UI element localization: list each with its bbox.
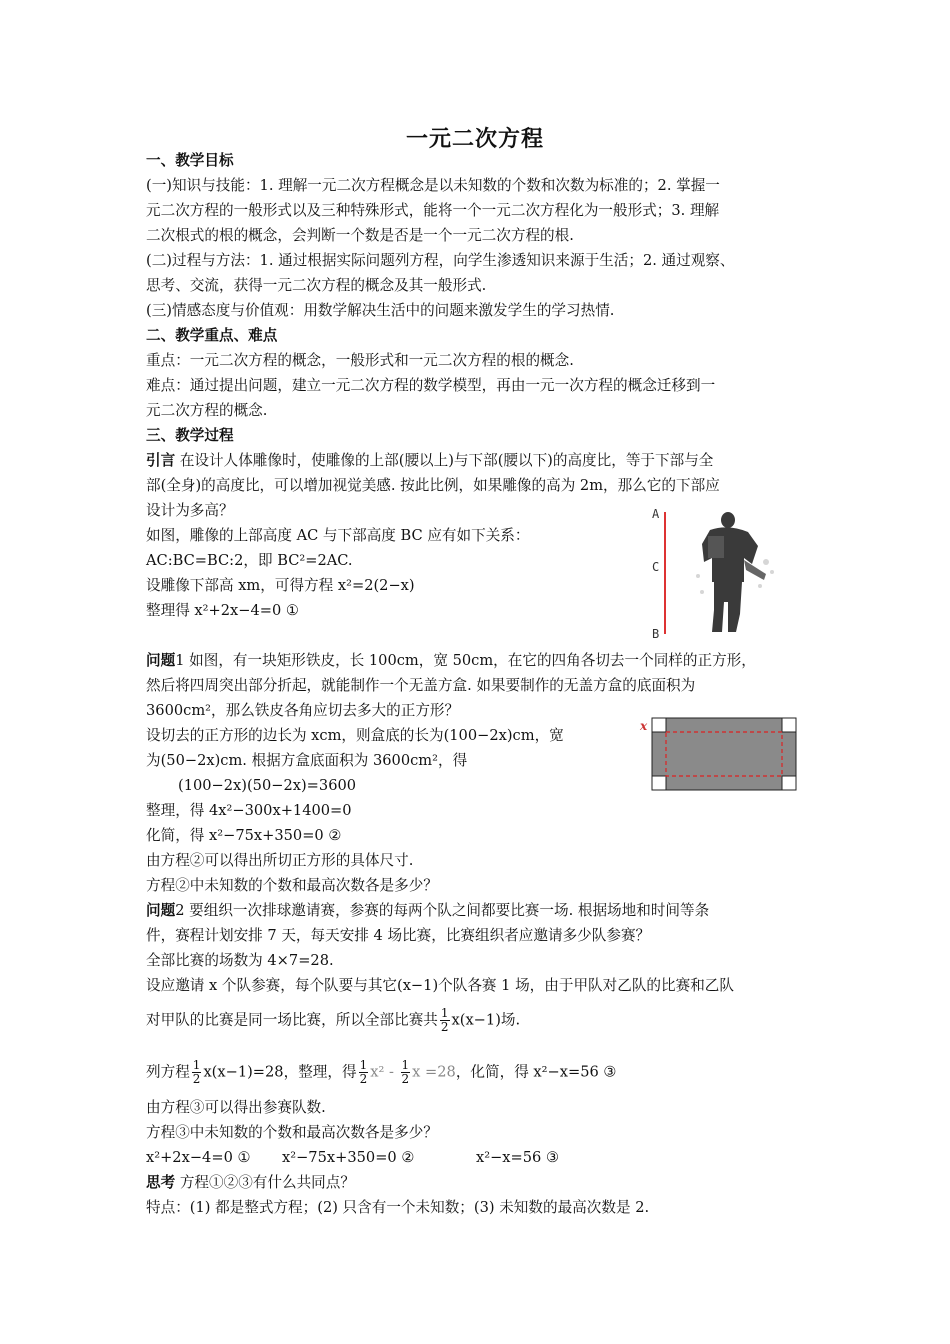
paragraph-line: 重点：一元二次方程的概念，一般形式和一元二次方程的根的概念. [146,352,574,369]
equation-summary: x²−x=56 ③ [476,1149,560,1166]
paragraph-line: 如图，雕像的上部高度 AC 与下部高度 BC 应有如下关系： [146,527,530,544]
fraction-denominator: 2 [401,1072,410,1086]
paragraph-line: 3600cm²，那么铁皮各角应切去多大的正方形？ [146,702,460,719]
paragraph-line: 整理得 x²+2x−4=0 ① [146,602,299,619]
label-a: A [652,507,660,521]
paragraph-line: 思考、交流，获得一元二次方程的概念及其一般形式. [146,277,487,294]
paragraph-line: AC:BC=BC:2，即 BC²=2AC. [146,552,353,569]
keyword-question: 问题 [146,902,176,919]
paragraph-line: 设雕像下部高 xm，可得方程 x²=2(2−x) [146,577,415,594]
paragraph-line: 件，赛程计划安排 7 天，每天安排 4 场比赛，比赛组织者应邀请多少队参赛？ [146,927,651,944]
paragraph-line: 由方程②可以得出所切正方形的具体尺寸. [146,852,414,869]
fraction-denominator: 2 [192,1072,201,1086]
paragraph-line: 设计为多高？ [146,502,234,519]
section-heading-keypoints: 二、教学重点、难点 [146,327,278,344]
text: 1 如图，有一块矩形铁皮，长 100cm，宽 50cm，在它的四角各切去一个同样的正方形， [175,652,756,669]
keyword-intro: 引言 [146,452,176,469]
label-b: B [652,627,660,641]
fraction-half [192,1059,202,1086]
fraction-half [440,1007,450,1034]
section-heading-process: 三、教学过程 [146,427,234,444]
paragraph-line: (一)知识与技能：1. 理解一元二次方程概念是以未知数的个数和次数为标准的；2. 掌握一 [146,177,720,194]
paragraph-line [146,1172,355,1194]
paragraph-line [146,900,709,922]
paragraph-line: 难点：通过提出问题，建立一元二次方程的数学模型，再由一元一次方程的概念迁移到一 [146,377,716,394]
fraction-numerator: 1 [401,1058,410,1072]
keyword-think: 思考 [146,1174,176,1191]
text: 方程①②③有什么共同点？ [175,1174,355,1191]
equation-line: (100−2x)(50−2x)=3600 [178,777,357,794]
paragraph-line: 二次根式的根的概念，会判断一个数是否是一个一元二次方程的根. [146,227,574,244]
statue-figure [648,502,788,642]
label-c: C [652,560,660,574]
fraction-half [401,1059,411,1086]
paragraph-line: 方程③中未知数的个数和最高次数各是多少？ [146,1124,438,1141]
fraction-numerator: 1 [192,1058,201,1072]
paragraph-line [146,1059,617,1086]
paragraph-line [146,1007,520,1034]
fraction-numerator: 1 [359,1058,368,1072]
paragraph-line: 部(全身)的高度比，可以增加视觉美感. 按此比例，如果雕像的高为 2m，那么它的下部应 [146,477,720,494]
rectangle-illustration [636,716,802,794]
paragraph-line: 然后将四周突出部分折起，就能制作一个无盖方盒. 如果要制作的无盖方盒的底面积为 [146,677,696,694]
paragraph-line: 化简，得 x²−75x+350=0 ② [146,827,342,844]
paragraph-line: 设切去的正方形的边长为 xcm，则盒底的长为(100−2x)cm，宽 [146,727,564,744]
paragraph-line: 方程②中未知数的个数和最高次数各是多少？ [146,877,438,894]
keyword-question: 问题 [146,652,176,669]
paragraph-line [146,450,713,472]
text: x(x−1)场. [451,1011,521,1029]
paragraph-line: 特点：(1) 都是整式方程；(2) 只含有一个未知数；(3) 未知数的最高次数是 2. [146,1199,650,1216]
fraction-denominator: 2 [440,1020,449,1034]
equation-summary: x²+2x−4=0 ① [146,1149,251,1166]
equation-summary: x²−75x+350=0 ② [282,1149,415,1166]
paragraph-line: 元二次方程的概念. [146,402,268,419]
equation-fragment: x =28 [412,1063,456,1081]
fraction-half [359,1059,369,1086]
paragraph-line: 由方程③可以得出参赛队数. [146,1099,326,1116]
text: 列方程 [146,1063,190,1081]
paragraph-line: (三)情感态度与价值观：用数学解决生活中的问题来激发学生的学习热情. [146,302,615,319]
text: 对甲队的比赛是同一场比赛，所以全部比赛共 [146,1011,438,1029]
paragraph-line: 全部比赛的场数为 4×7=28. [146,952,334,969]
section-heading-objectives: 一、教学目标 [146,152,234,169]
paragraph-line: 设应邀请 x 个队参赛，每个队要与其它(x−1)个队各赛 1 场，由于甲队对乙队的比赛和乙队 [146,977,734,994]
paragraph-line: (二)过程与方法：1. 通过根据实际问题列方程，向学生渗透知识来源于生活；2. 通过观察、 [146,252,735,269]
page-title: 一元二次方程 [405,126,544,152]
text: x(x−1)=28，整理，得 [203,1063,357,1081]
text: 2 要组织一次排球邀请赛，参赛的每两个队之间都要比赛一场. 根据场地和时间等条 [175,902,710,919]
text: ，化简，得 x²−x=56 ③ [455,1063,617,1081]
equation-fragment: x² - [370,1063,394,1081]
text: 在设计人体雕像时，使雕像的上部(腰以上)与下部(腰以下)的高度比，等于下部与全 [175,452,714,469]
fraction-numerator: 1 [440,1006,449,1020]
statue-illustration [648,502,788,642]
paragraph-line: 为(50−2x)cm. 根据方盒底面积为 3600cm²，得 [146,752,468,769]
paragraph-line [146,650,756,672]
label-x: x [640,719,648,733]
fraction-denominator: 2 [359,1072,368,1086]
tin-sheet-diagram [636,716,802,794]
paragraph-line: 元二次方程的一般形式以及三种特殊形式，能将一个一元二次方程化为一般形式；3. 理解 [146,202,720,219]
paragraph-line: 整理，得 4x²−300x+1400=0 [146,802,352,819]
